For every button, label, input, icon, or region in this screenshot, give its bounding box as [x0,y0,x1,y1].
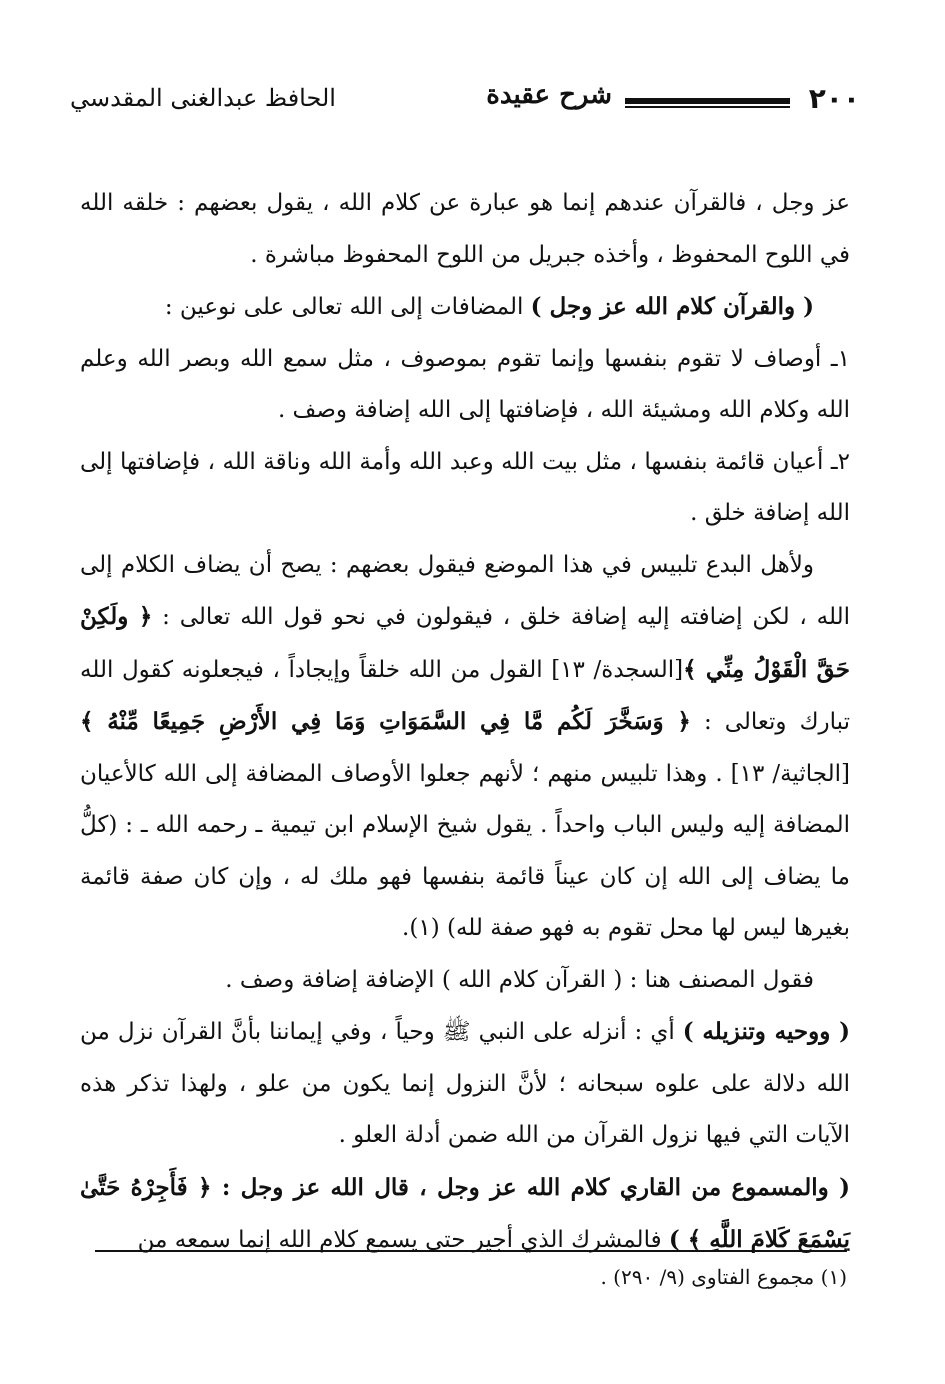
page-header [70,78,860,122]
paragraph-5-b: [السجدة/ ١٣] القول من الله خلقاً وإيجاداً ، فيجعلونه كقول الله تبارك وتعالى : [80,656,850,735]
paragraph-5-a: ولأهل البدع تلبيس في هذا الموضع فيقول بعضهم : يصح أن يضاف الكلام إلى الله ، لكن إضافته إليه إضافة خلق ، فيقولون في نحو قول الله تعالى : [80,551,851,630]
paragraph-4: ٢ـ أعيان قائمة بنفسها ، مثل بيت الله وعبد الله وأمة الله وناقة الله ، فإضافتها إلى الله إضافة خلق . [80,448,850,526]
header-subtitle: الحافظ عبدالغنى المقدسي [70,84,336,112]
quoted-text-bold: ( والقرآن كلام الله عز وجل ) [530,293,814,320]
footnote: (١) مجموع الفتاوى (٩/ ٢٩٠) . [600,1265,847,1289]
paragraph-5-c: [الجاثية/ ١٣] . وهذا تلبيس منهم ؛ لأنهم جعلوا الأوصاف المضافة إلى الله كالأعيان المضافة إليه وليس الباب واحداً . يقول شيخ الإسلام ابن تيمية ـ رحمه الله ـ : (كلُّ ما يضاف إلى الله إن كان عيناً قائمة بنفسها فهو ملك له ، وإن كان صفة قائمة بغيرها ليس لها محل تقوم به فهو صفة لله) (١). [80,760,850,941]
page-number: ٢٠٠ [808,82,860,115]
header-rule [625,98,790,108]
paragraph-6: فقول المصنف هنا : ( القرآن كلام الله ) الإضافة إضافة وصف . [225,966,814,993]
quoted-text-bold: ( ووحيه وتنزيله ) [682,1018,850,1045]
quoted-text-bold: ( والمسموع من القاري كلام الله عز وجل ، قال الله عز وجل : ﴿ فَأَجِرْهُ حَتَّىٰ يَسْمَعَ كَلامَ اللَّهِ ﴾ ) [80,1173,850,1253]
paragraph-2-rest: المضافات إلى الله تعالى على نوعين : [164,294,531,320]
footnote-divider [95,1250,847,1252]
paragraph-2 [80,281,850,334]
quran-verse-1: ﴿ ولَكِنْ حَقَّ الْقَوْلُ مِنِّي ﴾ [80,603,850,683]
paragraph-7 [80,1006,850,1162]
paragraph-5 [80,540,850,955]
paragraph-7-rest: أي : أنزله على النبي ﷺ وحياً ، وفي إيماننا بأنَّ القرآن نزل من الله دلالة على علوه سبحانه ؛ لأنَّ النزول إنما يكون من علو ، ولهذا تذكر هذه الآيات التي فيها نزول القرآن من الله ضمن أدلة العلو . [80,1019,850,1148]
header-title: شرح عقيدة [486,80,612,110]
quran-verse-2: ﴿ وَسَخَّرَ لَكُم مَّا فِي السَّمَوَاتِ وَمَا فِي الأَرْضِ جَمِيعًا مِّنْهُ ﴾ [80,708,691,735]
paragraph-8-rest: فالمشرك الذي أجير حتى يسمع كلام الله إنما سمعه من [137,1227,669,1253]
paragraph-1: عز وجل ، فالقرآن عندهم إنما هو عبارة عن كلام الله ، يقول بعضهم : خلقه الله في اللوح المحفوظ ، وأخذه جبريل من اللوح المحفوظ مباشرة . [80,190,850,268]
paragraph-3: ١ـ أوصاف لا تقوم بنفسها وإنما تقوم بموصوف ، مثل سمع الله وبصر الله وعلم الله وكلام الله ومشيئة الله ، فإضافتها إلى الله إضافة وصف . [80,345,850,423]
body-text [80,178,850,1267]
